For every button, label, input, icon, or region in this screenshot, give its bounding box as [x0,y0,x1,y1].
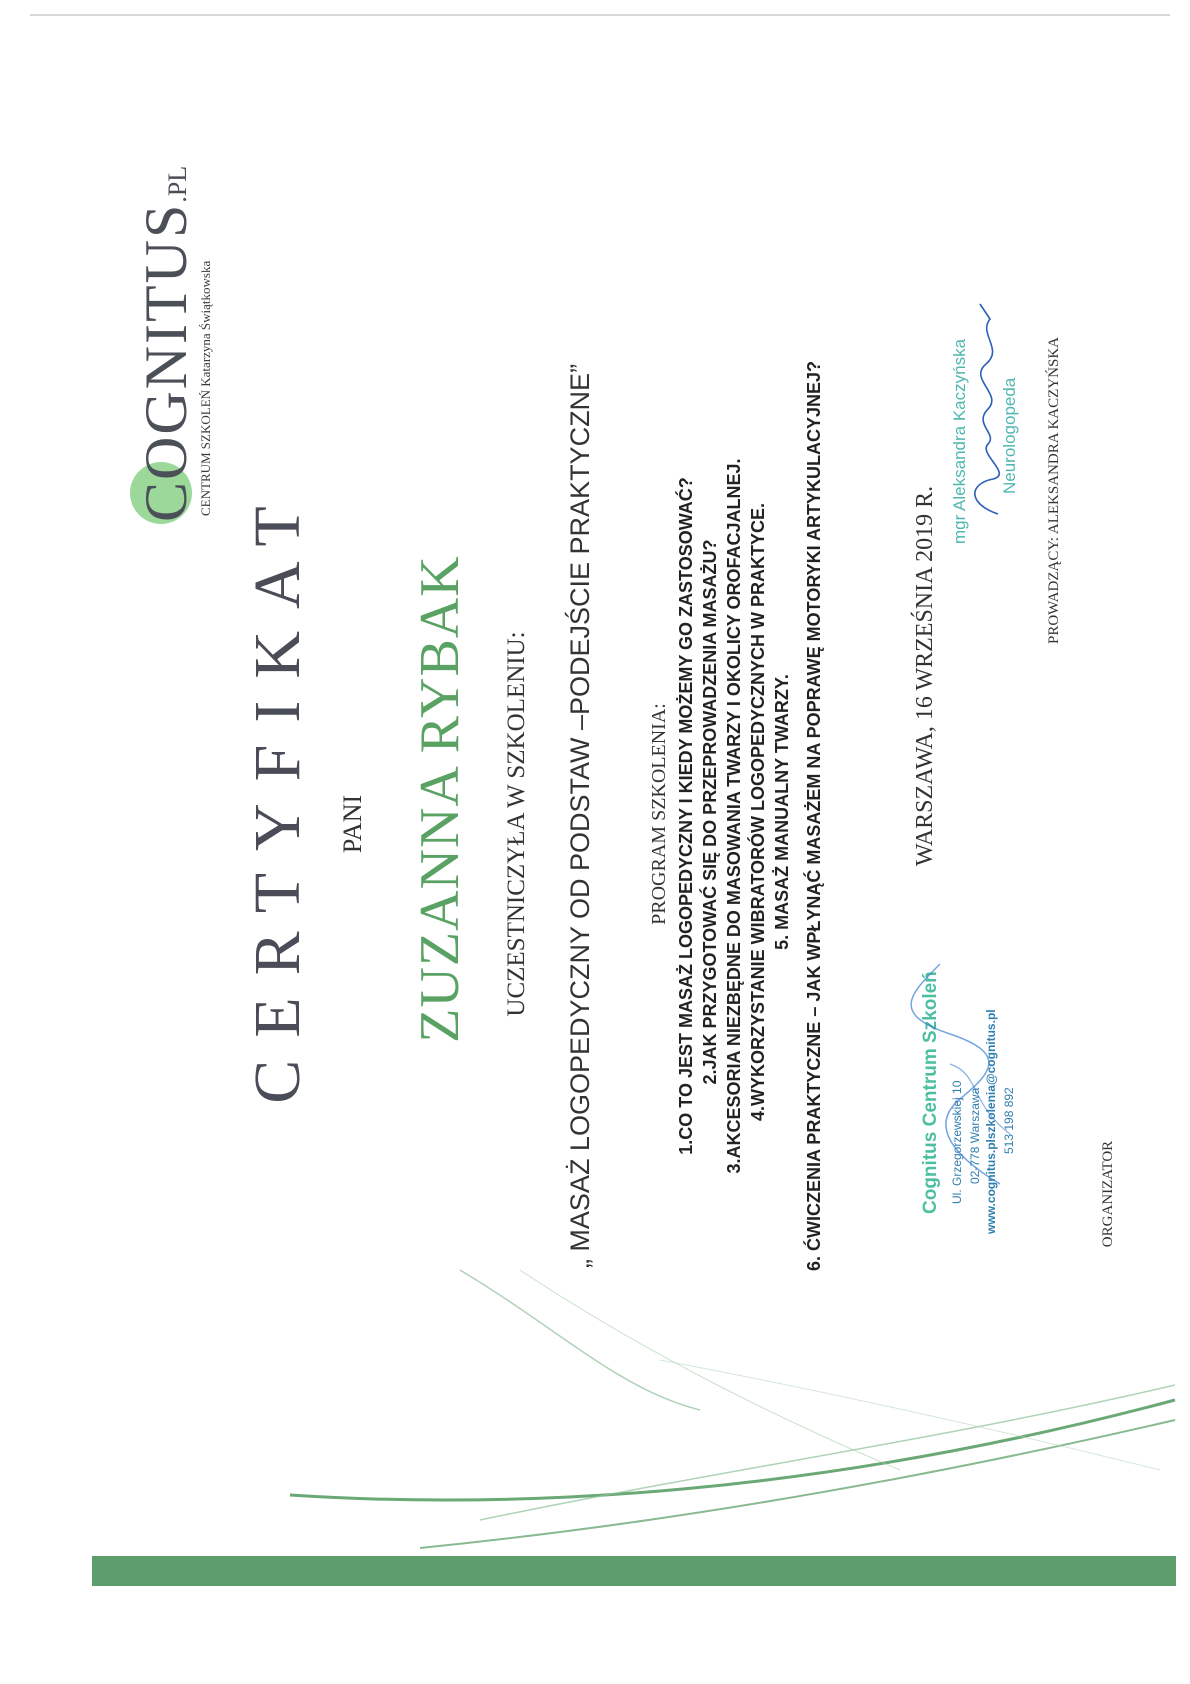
stamp-web: www.cognitus.plszkolenia@cognitus.pl [984,1009,998,1234]
stamp-name: Cognitus Centrum Szkoleń [920,971,941,1214]
organizer-label: ORGANIZATOR [1100,1140,1116,1248]
certificate-title: CERTYFIKAT [241,484,314,1104]
organizer-stamp [920,954,1080,1234]
logo-subtitle: CENTRUM SZKOLEŃ Katarzyna Świątkowska [198,260,213,516]
program-item: 5. MASAŻ MANUALNY TWARZY. [772,674,792,950]
salutation: PANI [338,794,367,854]
program-item: 6. ĆWICZENIA PRAKTYCZNE – JAK WPŁYNĄĆ MASAŻEM NA POPRAWĘ MOTORYKI ARTYKULACYJNEJ? [804,360,824,1272]
course-title: „ MASAŻ LOGOPEDYCZNY OD PODSTAW –PODEJŚCIE PRAKTYCZNE” [565,363,595,1269]
logo-suffix: .PL [163,165,192,203]
logo-text [132,166,201,522]
lead-label: PROWADZĄCY: ALEKSANDRA KACZYŃSKA [1046,337,1062,644]
program-item: 3.AKCESORIA NIEZBĘDNE DO MASOWANIA TWARZY I OKOLICY OROFACJALNEJ. [724,458,744,1174]
logo-brand: COGNITUS [133,202,199,522]
lead-stamp-title: Neurologopeda [1000,377,1019,494]
stamp-address: Ul. Grzegorzewskiej 10 [950,1080,964,1204]
date-place: WARSZAWA, 16 WRZEŚNIA 2019 R. [912,485,938,867]
stamp-city: 02-778 Warszawa [968,1087,982,1184]
program-item: 4.WYKORZYSTANIE WIBRATORÓW LOGOPEDYCZNYCH W PRAKTYCE. [748,502,768,1122]
lead-signature [958,294,1018,524]
cognitus-logo [130,104,230,524]
stamp-phone: 513 198 892 [1002,1087,1016,1154]
program-item: 1.CO TO JEST MASAŻ LOGOPEDYCZNY I KIEDY MOŻEMY GO ZASTOSOWAĆ? [676,477,696,1155]
program-item: 2.JAK PRZYGOTOWAĆ SIĘ DO PRZEPROWADZENIA MASAŻU? [700,539,720,1085]
recipient-name: ZUZANNA RYBAK [409,555,471,1043]
lead-stamp-name: mgr Aleksandra Kaczyńska [950,338,969,544]
participation-text: UCZESTNICZYŁA W SZKOLENIU: [503,631,530,1017]
program-title: PROGRAM SZKOLENIA: [648,703,670,925]
organizer-signature [890,954,1040,1194]
